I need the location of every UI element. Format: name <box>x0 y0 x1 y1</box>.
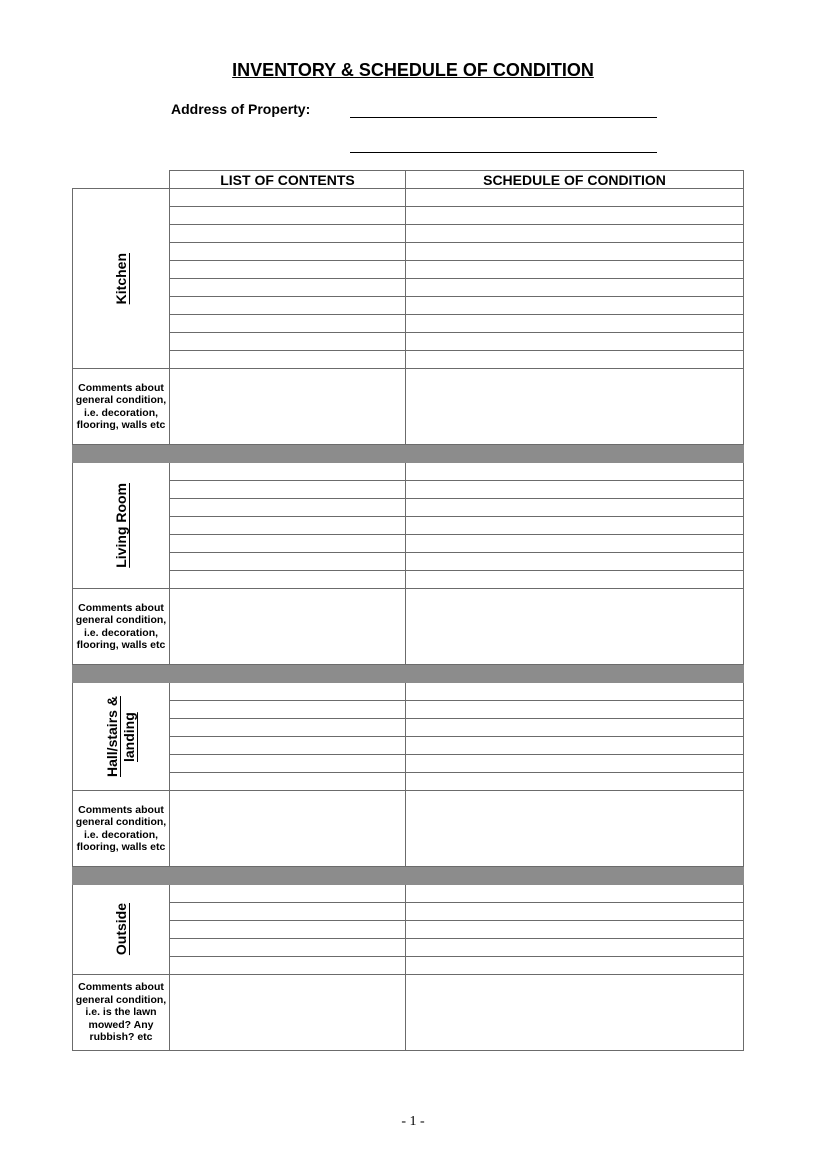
contents-cell[interactable] <box>170 701 406 719</box>
contents-cell[interactable] <box>170 351 406 369</box>
contents-cell[interactable] <box>170 773 406 791</box>
room-name: Kitchen <box>112 252 129 305</box>
table-row <box>73 333 744 351</box>
room-label-cell <box>73 885 170 975</box>
table-row <box>73 499 744 517</box>
comment-label: Comments about general condition, i.e. decoration, flooring, walls etc <box>73 791 170 867</box>
table-row <box>73 957 744 975</box>
section-separator <box>73 867 744 885</box>
condition-cell[interactable] <box>406 189 744 207</box>
table-row <box>73 737 744 755</box>
condition-cell[interactable] <box>406 463 744 481</box>
table-row <box>73 225 744 243</box>
condition-cell[interactable] <box>406 957 744 975</box>
condition-cell[interactable] <box>406 333 744 351</box>
comment-label: Comments about general condition, i.e. decoration, flooring, walls etc <box>73 369 170 445</box>
table-row <box>73 885 744 903</box>
table-row <box>73 701 744 719</box>
table-row <box>73 939 744 957</box>
separator-cell <box>73 867 170 885</box>
separator-cell <box>406 445 744 463</box>
contents-cell[interactable] <box>170 499 406 517</box>
separator-cell <box>170 445 406 463</box>
list-of-contents-header: LIST OF CONTENTS <box>170 171 406 189</box>
condition-cell[interactable] <box>406 517 744 535</box>
comment-condition-cell[interactable] <box>406 589 744 665</box>
table-row <box>73 261 744 279</box>
room-label-cell <box>73 189 170 369</box>
condition-cell[interactable] <box>406 225 744 243</box>
table-row <box>73 535 744 553</box>
condition-cell[interactable] <box>406 499 744 517</box>
table-row <box>73 315 744 333</box>
condition-cell[interactable] <box>406 207 744 225</box>
table-row <box>73 243 744 261</box>
condition-cell[interactable] <box>406 535 744 553</box>
contents-cell[interactable] <box>170 885 406 903</box>
separator-cell <box>170 867 406 885</box>
contents-cell[interactable] <box>170 553 406 571</box>
address-line-2[interactable] <box>350 152 657 153</box>
contents-cell[interactable] <box>170 261 406 279</box>
table-row <box>73 207 744 225</box>
condition-cell[interactable] <box>406 903 744 921</box>
contents-cell[interactable] <box>170 957 406 975</box>
table-row <box>73 553 744 571</box>
table-row <box>73 773 744 791</box>
comment-contents-cell[interactable] <box>170 369 406 445</box>
contents-cell[interactable] <box>170 719 406 737</box>
page-number: - 1 - <box>401 1114 425 1129</box>
contents-cell[interactable] <box>170 571 406 589</box>
separator-cell <box>73 665 170 683</box>
schedule-of-condition-header: SCHEDULE OF CONDITION <box>406 171 744 189</box>
table-row <box>73 571 744 589</box>
page-title: INVENTORY & SCHEDULE OF CONDITION <box>232 60 594 80</box>
condition-cell[interactable] <box>406 571 744 589</box>
table-row <box>73 921 744 939</box>
condition-cell[interactable] <box>406 553 744 571</box>
contents-cell[interactable] <box>170 225 406 243</box>
room-label-cell <box>73 463 170 589</box>
section-separator <box>73 665 744 683</box>
comment-contents-cell[interactable] <box>170 791 406 867</box>
table-row <box>73 189 744 207</box>
condition-cell[interactable] <box>406 921 744 939</box>
condition-cell[interactable] <box>406 683 744 701</box>
condition-cell[interactable] <box>406 773 744 791</box>
contents-cell[interactable] <box>170 315 406 333</box>
condition-cell[interactable] <box>406 315 744 333</box>
contents-cell[interactable] <box>170 939 406 957</box>
address-line-1[interactable] <box>350 117 657 118</box>
comment-row <box>73 975 744 1051</box>
table-row <box>73 279 744 297</box>
condition-cell[interactable] <box>406 481 744 499</box>
contents-cell[interactable] <box>170 243 406 261</box>
condition-cell[interactable] <box>406 701 744 719</box>
section-separator <box>73 445 744 463</box>
table-row <box>73 463 744 481</box>
condition-cell[interactable] <box>406 279 744 297</box>
table-row <box>73 719 744 737</box>
header-corner <box>73 171 170 189</box>
contents-cell[interactable] <box>170 535 406 553</box>
room-name: Hall/stairs & landing <box>104 696 137 777</box>
comment-row <box>73 791 744 867</box>
contents-cell[interactable] <box>170 903 406 921</box>
contents-cell[interactable] <box>170 279 406 297</box>
table-row <box>73 755 744 773</box>
comment-condition-cell[interactable] <box>406 975 744 1051</box>
contents-cell[interactable] <box>170 189 406 207</box>
condition-cell[interactable] <box>406 737 744 755</box>
separator-cell <box>406 867 744 885</box>
contents-cell[interactable] <box>170 921 406 939</box>
contents-cell[interactable] <box>170 755 406 773</box>
table-row <box>73 351 744 369</box>
comment-condition-cell[interactable] <box>406 369 744 445</box>
table-row <box>73 481 744 499</box>
table-row <box>73 903 744 921</box>
comment-condition-cell[interactable] <box>406 791 744 867</box>
contents-cell[interactable] <box>170 297 406 315</box>
separator-cell <box>73 445 170 463</box>
condition-cell[interactable] <box>406 243 744 261</box>
separator-cell <box>406 665 744 683</box>
comment-contents-cell[interactable] <box>170 975 406 1051</box>
contents-cell[interactable] <box>170 517 406 535</box>
contents-cell[interactable] <box>170 481 406 499</box>
comment-row <box>73 369 744 445</box>
condition-cell[interactable] <box>406 885 744 903</box>
address-label: Address of Property: <box>171 101 311 117</box>
condition-cell[interactable] <box>406 939 744 957</box>
comment-contents-cell[interactable] <box>170 589 406 665</box>
condition-cell[interactable] <box>406 719 744 737</box>
comment-label: Comments about general condition, i.e. is the lawn mowed? Any rubbish? etc <box>73 975 170 1051</box>
condition-cell[interactable] <box>406 261 744 279</box>
condition-cell[interactable] <box>406 755 744 773</box>
contents-cell[interactable] <box>170 683 406 701</box>
room-label-cell <box>73 683 170 791</box>
condition-cell[interactable] <box>406 297 744 315</box>
inventory-table <box>72 170 744 1051</box>
comment-label: Comments about general condition, i.e. decoration, flooring, walls etc <box>73 589 170 665</box>
comment-row <box>73 589 744 665</box>
condition-cell[interactable] <box>406 351 744 369</box>
table-row <box>73 297 744 315</box>
header-row <box>73 171 744 189</box>
room-name: Living Room <box>112 483 129 568</box>
table-row <box>73 517 744 535</box>
contents-cell[interactable] <box>170 207 406 225</box>
room-name: Outside <box>112 903 129 956</box>
contents-cell[interactable] <box>170 463 406 481</box>
separator-cell <box>170 665 406 683</box>
contents-cell[interactable] <box>170 737 406 755</box>
table-row <box>73 683 744 701</box>
contents-cell[interactable] <box>170 333 406 351</box>
